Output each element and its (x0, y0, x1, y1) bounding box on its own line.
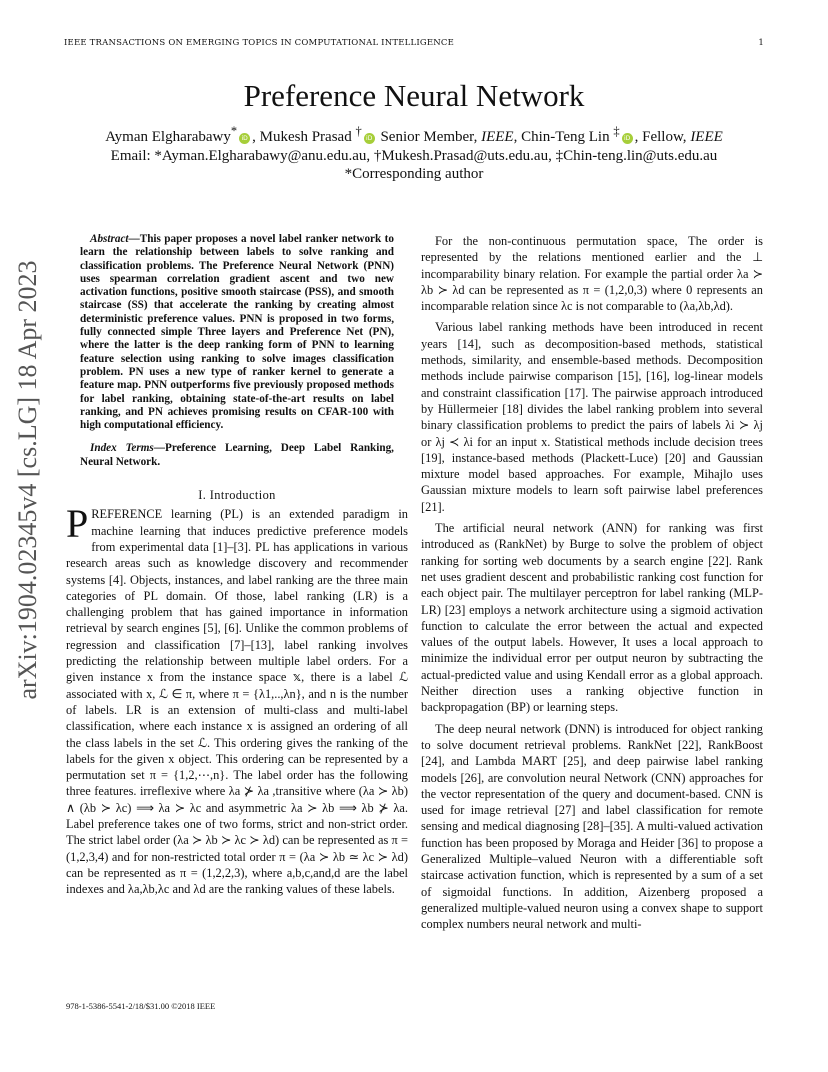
corresponding-author: *Corresponding author (344, 166, 484, 182)
intro-paragraph (66, 501, 408, 897)
ieee-label: IEEE (690, 129, 723, 145)
author-name: Mukesh Prasad (259, 129, 352, 145)
body-paragraph: The deep neural network (DNN) is introduced for object ranking to solve document retrieval problems. RankNet [22], RankBoost [24], and Lambda MART [25], and deep pairwise label ranking models [26], are convolution neural Network (CNN) approaches for the vector representation of the query and document-based. CNN is used for image retrieval [27] and label classification for remote sensing and medical diagnosing [28]–[35]. A multi-valued activation function has been proposed by Moraga and Heider [36] to propose a Generalized Multiple–valued Neuron with a differentiable soft staircase activation function, which is represented by a sum of a set of sigmoidal functions. In addition, Aizenberg proposed a generalized multiple-valued neuron using a convex shape to support complex numbers neural network and multi- (421, 721, 763, 932)
email-link[interactable]: *Ayman.Elgharabawy@anu.edu.au, (154, 147, 371, 164)
author-name: Ayman Elgharabawy (105, 129, 231, 145)
section-heading: I. Introduction (198, 488, 276, 503)
body-paragraph: For the non-continuous permutation space, The order is represented by the relations mentioned earlier and the ⊥ incomparability binary relation. For example the partial order λa ≻ λb ≻ λd can be represented as π = (1,2,0,3) where 0 represents an incomparable relation since λc is not comparable to (λa,λb,λd). (421, 234, 763, 314)
author-line: Ayman Elgharabawy*iD , Mukesh Prasad †iD Senior Member, IEEE, Chin-Teng Lin ‡iD , Fellow, IEEE (105, 124, 723, 145)
index-terms-label: Index Terms (90, 442, 154, 455)
author-name: Chin-Teng Lin (521, 129, 610, 145)
author-mark: * (230, 124, 238, 138)
email-line (0, 147, 828, 166)
email-label: Email: (110, 147, 151, 164)
journal-name: IEEE TRANSACTIONS ON EMERGING TOPICS IN COMPUTATIONAL INTELLIGENCE (64, 38, 455, 48)
orcid-icon[interactable]: iD (239, 133, 250, 144)
abstract-label: Abstract (90, 233, 129, 245)
arxiv-stamp-text: arXiv:1904.02345v4 [cs.LG] 18 Apr 2023 (13, 260, 42, 700)
copyright-footer: 978-1-5386-5541-2/18/$31.00 ©2018 IEEE (66, 1001, 216, 1011)
author-role: Fellow, (642, 129, 687, 145)
left-column (66, 233, 408, 902)
paper-title: Preference Neural Network (243, 78, 585, 113)
author-block (0, 122, 828, 184)
intro-paragraph-text: REFERENCE learning (PL) is an extended paradigm in machine learning that induces predictive preference models from experimental data [1]–[3]. PL has applications in various research areas such as knowledge discovery and recommender systems [4]. Objects, instances, and label ranking are the three main categories of PL domain. Of those, label ranking (LR) is a challenging problem that has gained importance in information retrieval by search engines [5], [6]. Unlike the common problems of regression and classification [7]–[13], label ranking involves predicting the relationship between multiple label orders. For a given instance x from the instance space 𝕩, there is a label ℒ associated with x, ℒ ∈ π, where π = {λ1,..,λn}, and n is the number of labels. LR is an extension of multi-class and multi-label classification, where each instance x is assigned an ordering of all the class labels in the set ℒ. This ordering gives the ranking of the labels for the given x object. This ordering can be represented by a permutation set π = {1,2,⋯,n}. The label order has the following three features. irreflexive where λa ⊁ λa ,transitive where (λa ≻ λb) ∧ (λb ≻ λc) ⟹ λa ≻ λc and asymmetric λa ≻ λb ⟹ λb ⊁ λa. Label preference takes one of two forms, strict and non-strict order. The strict label order (λa ≻ λb ≻ λc ≻ λd) can be represented as π = (1,2,3,4) and for non-restricted total order π = (λa ≻ λb ≃ λc ≻ λd) can be represented as π = (1,2,2,3), where a,b,c,and,d are the label indexes and λa,λb,λc and λd are the ranking values of these labels. (66, 507, 408, 897)
body-paragraph: The artificial neural network (ANN) for ranking was first introduced as (RankNet) by Burge to solve the problem of object ranking for sorting web documents by a search engine [22]. Rank net uses gradient descent and probabilistic ranking cost function for each object pair. The multilayer perceptron for label ranking (MLP-LR) [23] employs a network architecture using a sigmoid activation function to calculate the error between the actual and expected values of the output labels. However, It uses a local approach to minimize the individual error per output neuron by subtracting the actual-predicted value and using Kendall error as a global approach. Neither direction uses a ranking objective function in backpropagation (BP) or learning steps. (421, 521, 763, 715)
index-terms (66, 442, 408, 469)
author-mark: † (355, 124, 362, 138)
ieee-label: IEEE (481, 129, 514, 145)
arxiv-stamp (8, 260, 48, 700)
author-role: Senior Member, (380, 129, 478, 145)
abstract-text: —This paper proposes a novel label ranker network to learn the relationship between labels to solve ranking and classification problems. The Preference Neural Network (PNN) uses spearman correlation gradient ascent and two new activation functions, positive smooth staircase (PSS), and smooth staircase (SS) that accelerate the ranking by creating almost deterministic preference values. PNN is proposed in two forms, fully connected simple Three layers and Preference Net (PN), where the latter is the deep ranking form of PNN to learning feature selection using ranking to solve images classification problem. PN uses a new type of ranker kernel to generate a feature map. PNN outperforms five previously proposed methods for label ranking, obtaining state-of-the-art results on label ranking, and PN achieves promising results on CFAR-100 with high computational efficiency. (80, 233, 394, 432)
body-paragraph: Various label ranking methods have been introduced in recent years [14], such as decomposition-based methods, statistical methods, similarity, and ensemble-based methods. Decomposition methods include pairwise comparison [15], [16], log-linear models and constraint classification [17]. The pairwise approach introduced by Hüllermeier [18] divides the label ranking problem into several binary classification problems to predict the pairs of labels λi ≻ λj or λj ≺ λi for an input x. Statistical methods include decision trees [19], instance-based methods (Plackett-Luce) [20] and Gaussian mixture model based approaches. For example, Mihajlo uses Gaussian mixture models to learn soft pairwise label preferences [21]. (421, 320, 763, 514)
right-column (421, 233, 763, 937)
orcid-icon[interactable]: iD (622, 133, 633, 144)
running-header (64, 38, 764, 48)
index-terms-text: —Preference Learning, Deep Label Ranking, Neural Network. (80, 442, 394, 468)
email-link[interactable]: †Mukesh.Prasad@uts.edu.au, (373, 147, 552, 164)
orcid-icon[interactable]: iD (364, 133, 375, 144)
abstract (66, 233, 408, 432)
drop-cap: P (66, 501, 89, 547)
email-link[interactable]: ‡Chin-teng.lin@uts.edu.au (555, 147, 718, 164)
author-mark: ‡ (613, 124, 620, 138)
page-number: 1 (758, 38, 764, 48)
